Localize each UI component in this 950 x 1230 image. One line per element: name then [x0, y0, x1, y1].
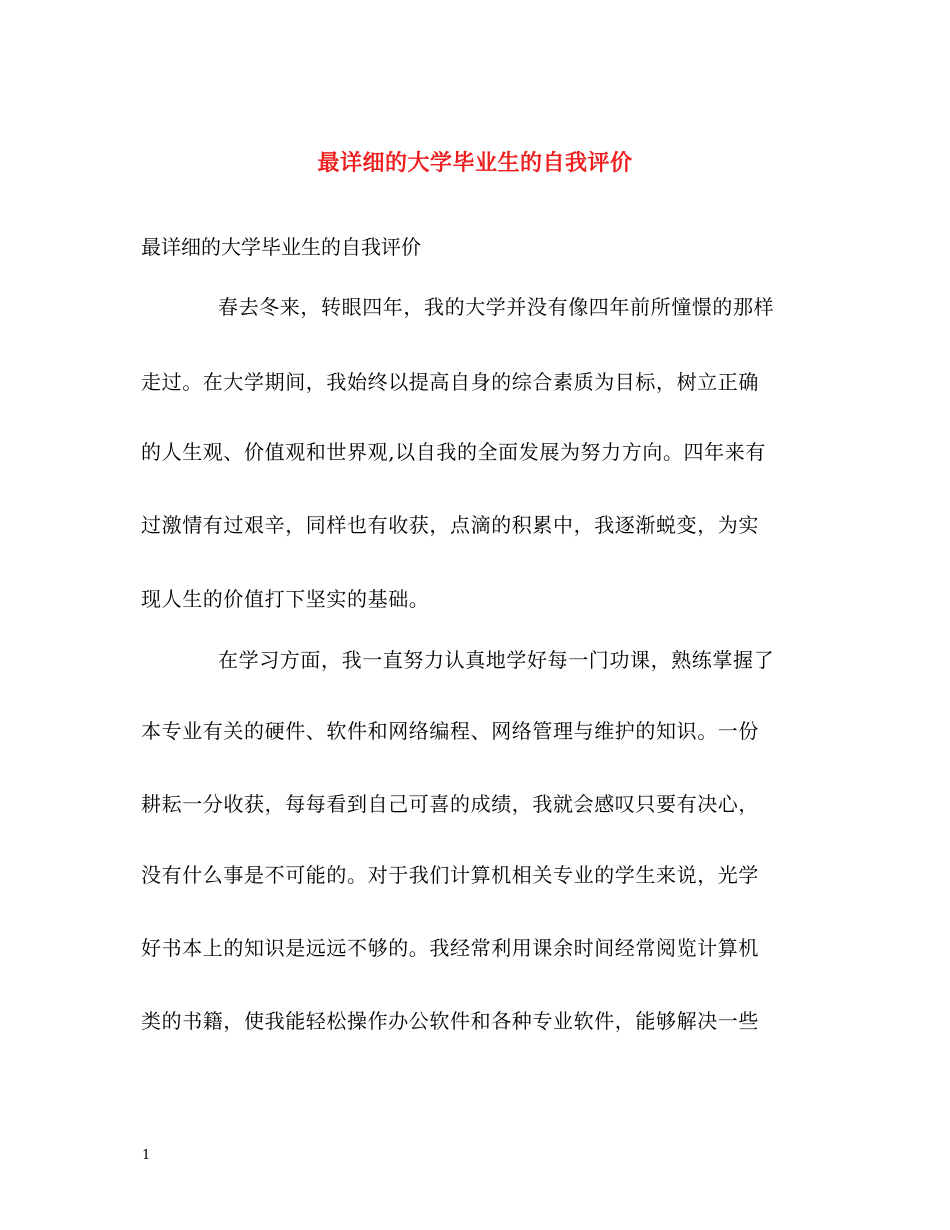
paragraph-line: 春去冬来，转眼四年，我的大学并没有像四年前所憧憬的那样: [218, 295, 775, 319]
paragraph-line: 的人生观、价值观和世界观,以自我的全面发展为努力方向。四年来有: [141, 440, 766, 464]
paragraph-line: 好书本上的知识是远远不够的。我经常利用课余时间经常阅览计算机: [141, 936, 759, 960]
paragraph-line: 现人生的价值打下坚实的基础。: [141, 587, 430, 611]
paragraph-line: 没有什么事是不可能的。对于我们计算机相关专业的学生来说，光学: [141, 863, 759, 887]
paragraph-line: 本专业有关的硬件、软件和网络编程、网络管理与维护的知识。一份: [141, 719, 759, 743]
document-subtitle: 最详细的大学毕业生的自我评价: [141, 235, 421, 259]
paragraph-line: 在学习方面，我一直努力认真地学好每一门功课，熟练掌握了: [218, 648, 775, 672]
paragraph-line: 类的书籍，使我能轻松操作办公软件和各种专业软件，能够解决一些: [141, 1009, 759, 1033]
document-title: 最详细的大学毕业生的自我评价: [317, 150, 633, 176]
paragraph-line: 走过。在大学期间，我始终以提高自身的综合素质为目标，树立正确: [141, 370, 759, 394]
paragraph-line: 过激情有过艰辛，同样也有收获，点滴的积累中，我逐渐蜕变，为实: [141, 513, 759, 537]
paragraph-line: 耕耘一分收获，每每看到自己可喜的成绩，我就会感叹只要有决心，: [141, 792, 759, 816]
page-number: 1: [142, 1148, 151, 1163]
